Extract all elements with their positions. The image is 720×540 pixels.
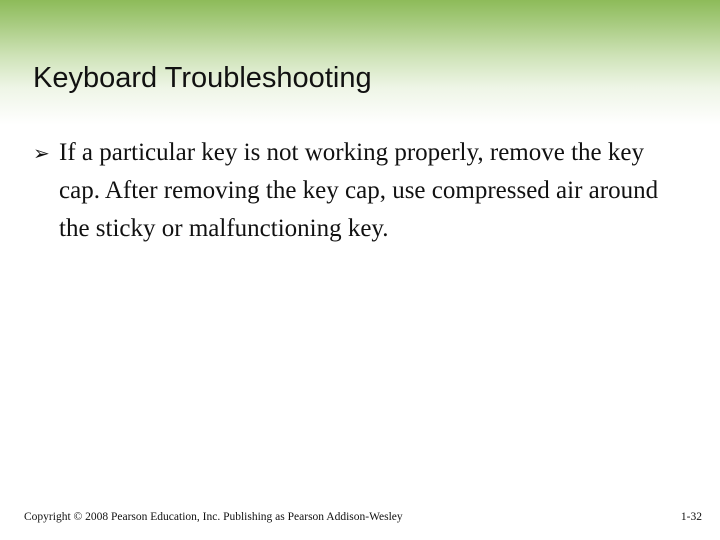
copyright-footer: Copyright © 2008 Pearson Education, Inc. Publishing as Pearson Addison-Wesley — [24, 511, 403, 523]
page-number: 1-32 — [680, 511, 702, 523]
slide-title: Keyboard Troubleshooting — [33, 62, 372, 94]
bullet-text: If a particular key is not working properly, remove the key cap. After removing the key cap, use compressed air around the sticky or malfunctioning key. — [59, 139, 659, 242]
bullet-item — [33, 134, 673, 248]
arrow-bullet-icon: ➢ — [33, 141, 50, 165]
slide-body — [33, 134, 673, 248]
